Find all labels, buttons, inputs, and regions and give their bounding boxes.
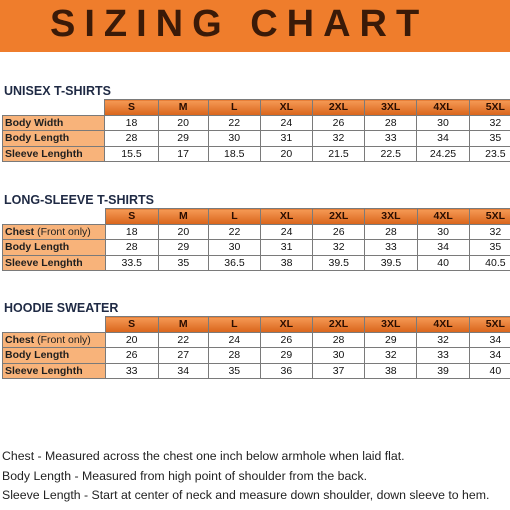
table-row — [3, 115, 510, 131]
size-value: 36.5 — [208, 255, 260, 271]
size-value: 32 — [365, 348, 417, 364]
size-header: S — [105, 209, 158, 225]
size-header: 5XL — [469, 209, 510, 225]
table-row — [3, 363, 510, 379]
size-value: 30 — [312, 348, 364, 364]
page-title: SIZING CHART — [50, 3, 429, 45]
size-value: 28 — [208, 348, 260, 364]
row-label-text: Body Length — [5, 349, 70, 362]
size-value: 26 — [260, 332, 312, 348]
size-value: 39 — [417, 363, 469, 379]
size-value: 23.5 — [469, 146, 510, 162]
size-header: S — [105, 100, 158, 116]
size-value: 29 — [365, 332, 417, 348]
section-title: HOODIE SWEATER — [4, 301, 119, 315]
size-value: 28 — [105, 240, 158, 256]
table-row — [3, 255, 510, 271]
size-value: 18.5 — [208, 146, 260, 162]
size-value: 20 — [158, 115, 208, 131]
size-value: 40.5 — [469, 255, 510, 271]
size-value: 28 — [312, 332, 364, 348]
size-header-row — [3, 209, 510, 225]
header-corner — [3, 209, 106, 225]
size-value: 17 — [158, 146, 208, 162]
unisex-tshirts-table — [2, 99, 510, 162]
size-value: 34 — [417, 131, 469, 147]
size-header: 3XL — [365, 317, 417, 333]
long-sleeve-tshirts-section — [2, 193, 510, 271]
size-value: 26 — [105, 348, 158, 364]
size-value: 24 — [208, 332, 260, 348]
table-row — [3, 146, 510, 162]
size-value: 33 — [365, 131, 417, 147]
size-value: 37 — [312, 363, 364, 379]
size-value: 35 — [208, 363, 260, 379]
note-body-length: Body Length - Measured from high point of shoulder from the back. — [2, 468, 368, 483]
size-value: 18 — [105, 115, 158, 131]
size-value: 29 — [158, 240, 208, 256]
row-label-text: Body Width — [5, 116, 64, 129]
hoodie-sweater-section — [2, 301, 510, 379]
size-header: 3XL — [365, 100, 417, 116]
size-header: XL — [261, 209, 313, 225]
row-label-text: Body Length — [5, 241, 70, 254]
size-value: 33 — [105, 363, 158, 379]
size-value: 34 — [417, 240, 469, 256]
size-value: 33 — [417, 348, 469, 364]
size-value: 29 — [260, 348, 312, 364]
row-label-text: Sleeve Lenghth — [5, 364, 83, 377]
size-header: XL — [260, 100, 312, 116]
size-header: L — [208, 317, 260, 333]
size-value: 35 — [469, 131, 510, 147]
header-corner — [3, 100, 105, 116]
size-value: 30 — [417, 224, 469, 240]
table-row — [3, 224, 510, 240]
size-header: S — [105, 317, 158, 333]
size-value: 29 — [158, 131, 208, 147]
size-value: 40 — [469, 363, 510, 379]
size-value: 22 — [208, 224, 260, 240]
size-value: 32 — [417, 332, 469, 348]
table-row — [3, 131, 510, 147]
size-value: 32 — [469, 224, 510, 240]
size-header: 4XL — [417, 209, 469, 225]
hoodie-sweater-table — [2, 316, 510, 379]
size-value: 33.5 — [105, 255, 158, 271]
size-header: XL — [260, 317, 312, 333]
size-header-row — [3, 100, 510, 116]
size-value: 28 — [365, 115, 417, 131]
row-label-text: Sleeve Lenghth — [5, 256, 83, 269]
size-value: 32 — [313, 240, 365, 256]
size-value: 20 — [158, 224, 208, 240]
size-value: 40 — [417, 255, 469, 271]
row-label-text: Sleeve Lenghth — [5, 147, 83, 160]
size-header: 4XL — [417, 317, 469, 333]
size-header: 3XL — [365, 209, 417, 225]
table-row — [3, 240, 510, 256]
size-header: 5XL — [469, 317, 510, 333]
size-value: 28 — [365, 224, 417, 240]
size-value: 22 — [158, 332, 208, 348]
size-value: 31 — [261, 240, 313, 256]
row-label — [3, 332, 106, 348]
row-label-text: Body Length — [5, 132, 70, 145]
size-value: 39.5 — [313, 255, 365, 271]
size-value: 20 — [105, 332, 158, 348]
size-header: 2XL — [312, 100, 364, 116]
table-row — [3, 332, 510, 348]
size-value: 32 — [312, 131, 364, 147]
row-label-note: (Front only) — [34, 333, 91, 346]
size-value: 38 — [365, 363, 417, 379]
size-value: 33 — [365, 240, 417, 256]
size-header-row — [3, 317, 510, 333]
size-header: 2XL — [313, 209, 365, 225]
size-value: 24.25 — [417, 146, 469, 162]
size-header: L — [208, 100, 260, 116]
note-chest: Chest - Measured across the chest one inch below armhole when laid flat. — [2, 449, 405, 463]
size-header: 4XL — [417, 100, 469, 116]
size-header: 2XL — [312, 317, 364, 333]
size-value: 30 — [208, 131, 260, 147]
measurement-notes — [2, 447, 510, 506]
size-value: 38 — [261, 255, 313, 271]
size-value: 15.5 — [105, 146, 158, 162]
size-value: 31 — [260, 131, 312, 147]
size-value: 30 — [417, 115, 469, 131]
size-value: 24 — [260, 115, 312, 131]
size-value: 35 — [469, 240, 510, 256]
row-label — [3, 363, 106, 379]
row-label — [3, 146, 105, 162]
row-label — [3, 131, 105, 147]
row-label — [3, 348, 106, 364]
header-corner — [3, 317, 106, 333]
size-header: M — [158, 209, 208, 225]
size-value: 32 — [469, 115, 510, 131]
size-value: 28 — [105, 131, 158, 147]
long-sleeve-tshirts-table — [2, 208, 510, 271]
unisex-tshirts-section — [2, 84, 510, 162]
size-value: 34 — [158, 363, 208, 379]
size-header: M — [158, 100, 208, 116]
size-value: 24 — [261, 224, 313, 240]
size-value: 36 — [260, 363, 312, 379]
row-label — [3, 115, 105, 131]
size-value: 20 — [260, 146, 312, 162]
size-value: 21.5 — [312, 146, 364, 162]
section-title: LONG-SLEEVE T-SHIRTS — [4, 193, 155, 207]
table-row — [3, 348, 510, 364]
title-banner — [0, 0, 510, 52]
size-value: 34 — [469, 332, 510, 348]
size-header: M — [158, 317, 208, 333]
size-value: 22.5 — [365, 146, 417, 162]
size-value: 22 — [208, 115, 260, 131]
size-value: 30 — [208, 240, 260, 256]
size-value: 26 — [313, 224, 365, 240]
row-label-text: Chest — [5, 225, 35, 238]
size-value: 27 — [158, 348, 208, 364]
section-title: UNISEX T-SHIRTS — [4, 84, 111, 98]
row-label — [3, 255, 106, 271]
size-value: 39.5 — [365, 255, 417, 271]
size-header: L — [208, 209, 260, 225]
note-sleeve-length: Sleeve Length - Start at center of neck and measure down shoulder, down sleeve to hem. — [2, 488, 490, 502]
row-label-note: (Front only) — [34, 225, 91, 238]
row-label — [3, 224, 106, 240]
size-header: 5XL — [469, 100, 510, 116]
size-value: 34 — [469, 348, 510, 364]
size-value: 26 — [312, 115, 364, 131]
size-value: 18 — [105, 224, 158, 240]
row-label — [3, 240, 106, 256]
row-label-text: Chest — [5, 333, 35, 346]
size-value: 35 — [158, 255, 208, 271]
